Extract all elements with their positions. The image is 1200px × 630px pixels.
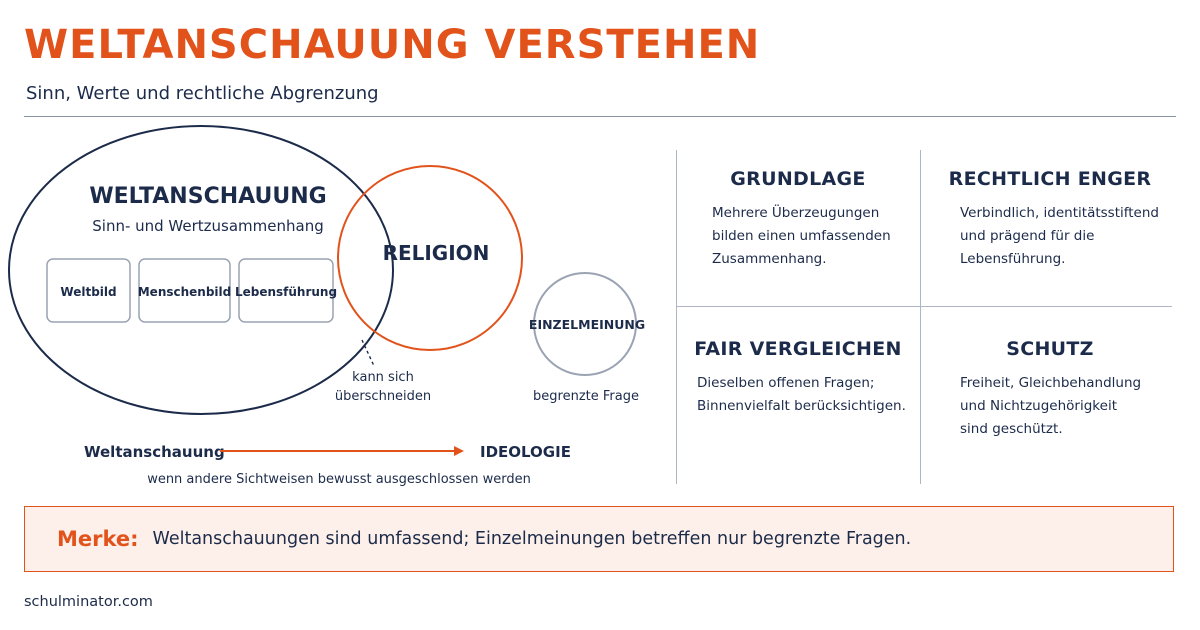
arrow-from-label: Weltanschauung xyxy=(84,443,225,461)
weltanschauung-title: WELTANSCHAUUNG xyxy=(89,184,327,209)
card-rechtlich-enger xyxy=(928,168,1172,271)
card-fair-vergleichen-text: Dieselben offenen Fragen; Binnenvielfalt berücksichtigen. xyxy=(697,375,906,414)
card-schutz-title: SCHUTZ xyxy=(1006,338,1094,360)
grid-vertical-divider xyxy=(920,150,921,484)
grid-horizontal-divider xyxy=(676,306,1172,307)
overlap-note-line2: überschneiden xyxy=(334,389,432,404)
card-grundlage-title: GRUNDLAGE xyxy=(730,168,866,190)
card-fair-vergleichen-title: FAIR VERGLEICHEN xyxy=(694,338,902,360)
box-menschenbild-label: Menschenbild xyxy=(137,285,232,299)
page-subtitle: Sinn, Werte und rechtliche Abgrenzung xyxy=(26,83,379,104)
footer-brand: schulminator.com xyxy=(24,594,153,610)
info-grid xyxy=(676,150,1172,484)
merke-box xyxy=(24,506,1174,572)
merke-text: Weltanschauungen sind umfassend; Einzelmeinungen betreffen nur begrenzte Fragen. xyxy=(152,529,912,549)
box-lebensfuehrung-label: Lebensführung xyxy=(234,285,338,299)
card-rechtlich-enger-text: Verbindlich, identitätsstiftend und prägend für die Lebensführung. xyxy=(960,205,1159,267)
religion-label: RELIGION xyxy=(382,241,490,265)
card-grundlage xyxy=(676,168,920,271)
arrow-caption: wenn andere Sichtweisen bewusst ausgeschlossen werden xyxy=(147,472,531,487)
card-fair-vergleichen xyxy=(676,338,920,418)
weltanschauung-subtitle: Sinn- und Wertzusammenhang xyxy=(92,217,324,235)
card-grundlage-text: Mehrere Überzeugungen bilden einen umfassenden Zusammenhang. xyxy=(712,205,891,267)
page-title: WELTANSCHAUUNG VERSTEHEN xyxy=(24,22,761,68)
box-weltbild-label: Weltbild xyxy=(60,285,117,299)
card-schutz-text: Freiheit, Gleichbehandlung und Nichtzugehörigkeit sind geschützt. xyxy=(960,375,1142,437)
arrow-to-label: IDEOLOGIE xyxy=(480,443,571,461)
einzelmeinung-caption: begrenzte Frage xyxy=(533,389,639,404)
overlap-note-line1: kann sich xyxy=(352,370,414,385)
card-schutz xyxy=(928,338,1172,441)
card-rechtlich-enger-title: RECHTLICH ENGER xyxy=(948,168,1152,190)
einzelmeinung-label: EINZELMEINUNG xyxy=(528,317,646,332)
merke-label: Merke: xyxy=(57,527,139,551)
overlap-pointer xyxy=(362,340,374,366)
